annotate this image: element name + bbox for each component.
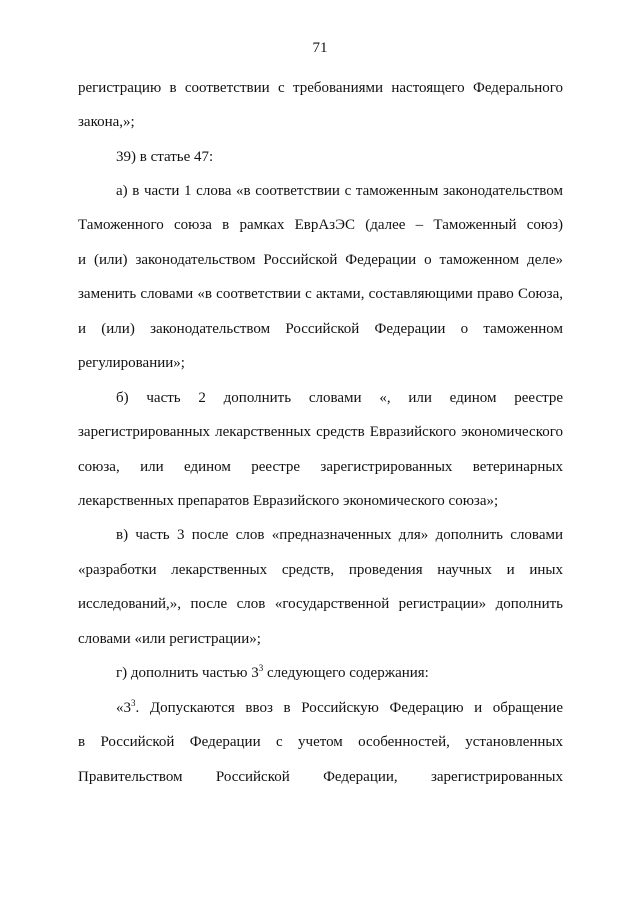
- superscript: 3: [258, 663, 264, 673]
- text-fragment: «3: [116, 700, 131, 716]
- text-line: исследований,», после слов «государственной регистрации» дополнить: [78, 596, 563, 612]
- text-line: зарегистрированных лекарственных средств Евразийского экономического: [78, 424, 563, 440]
- text-line: Правительством Российской Федерации, зарегистрированных: [78, 769, 563, 785]
- page-number: 71: [312, 40, 328, 56]
- text-line: заменить словами «в соответствии с актами, составляющими право Союза,: [78, 286, 563, 302]
- text-fragment: г) дополнить частью 3: [116, 665, 259, 681]
- text-line: [116, 698, 563, 718]
- text-line: регулировании»;: [78, 355, 185, 371]
- text-line: Таможенного союза в рамках ЕврАзЭС (далее – Таможенный союз): [78, 217, 563, 233]
- superscript: 3: [131, 698, 136, 708]
- text-line: [116, 663, 563, 683]
- text-line: словами «или регистрации»;: [78, 631, 261, 647]
- text-line: закона,»;: [78, 114, 135, 130]
- text-line: а) в части 1 слова «в соответствии с таможенным законодательством: [116, 183, 563, 199]
- text-fragment: . Допускаются ввоз в Российскую Федерацию и обращение: [135, 700, 563, 716]
- text-line: в) часть 3 после слов «предназначенных для» дополнить словами: [116, 527, 563, 543]
- text-line: союза, или едином реестре зарегистрированных ветеринарных: [78, 459, 563, 475]
- text-fragment: следующего содержания:: [263, 665, 429, 681]
- text-line: б) часть 2 дополнить словами «, или едином реестре: [116, 390, 563, 406]
- text-line: и (или) законодательством Российской Федерации о таможенном: [78, 321, 563, 337]
- text-line: 39) в статье 47:: [116, 149, 214, 165]
- text-line: и (или) законодательством Российской Федерации о таможенном деле»: [78, 252, 563, 268]
- text-line: регистрацию в соответствии с требованиями настоящего Федерального: [78, 80, 563, 96]
- text-line: лекарственных препаратов Евразийского экономического союза»;: [78, 493, 499, 509]
- text-line: «разработки лекарственных средств, проведения научных и иных: [78, 562, 563, 578]
- text-line: в Российской Федерации с учетом особенностей, установленных: [78, 734, 563, 750]
